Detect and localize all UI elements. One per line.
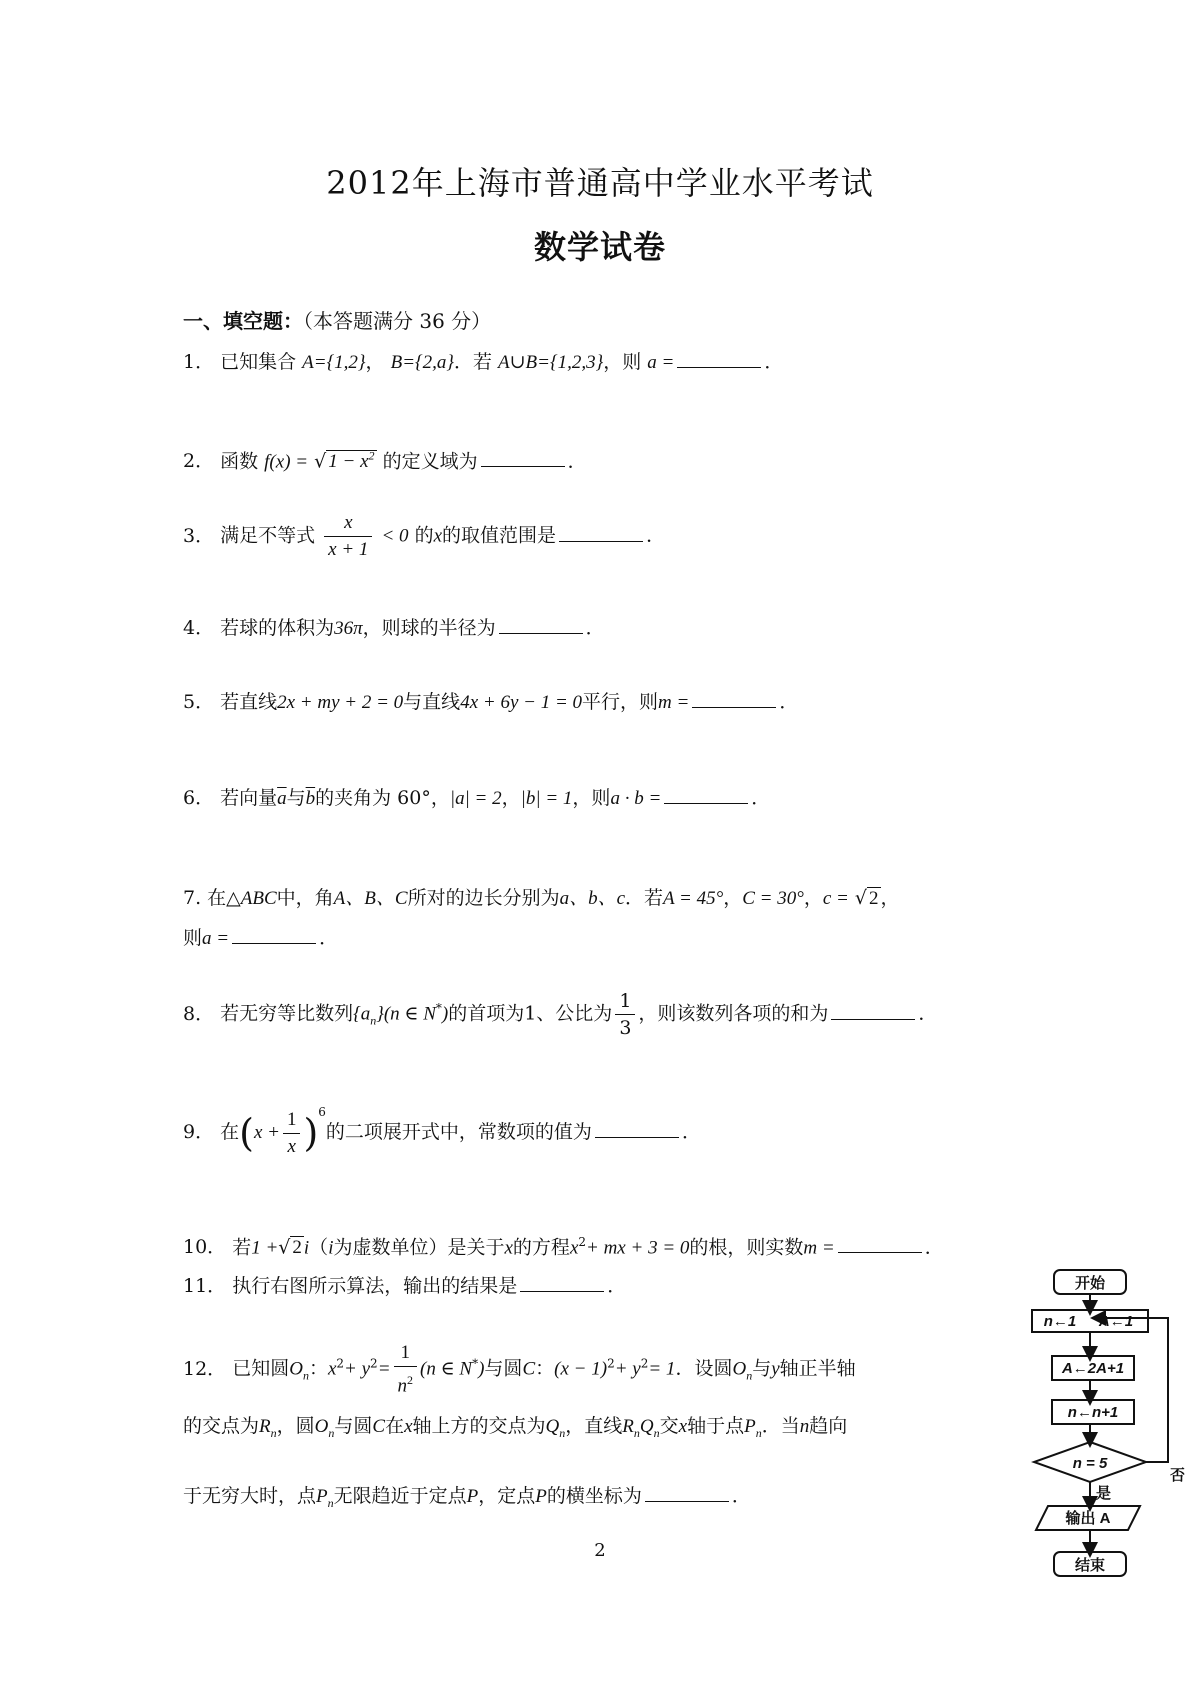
flow-output-text: 输出 A: [1065, 1510, 1111, 1527]
answer-blank[interactable]: [645, 1483, 729, 1502]
question-6: 6． 若向量$\overline{a}$与$\overline{b}$的夹角为 60°，|a| = 2，|b| = 1，则a · b = ．: [183, 787, 771, 809]
answer-blank[interactable]: [838, 1234, 922, 1253]
fraction: $\frac{1}{x}$: [283, 1107, 301, 1160]
answer-blank[interactable]: [499, 615, 583, 634]
answer-blank[interactable]: [559, 523, 643, 542]
page-number: 2: [594, 1540, 606, 1561]
question-11: 11． 执行右图所示算法，输出的结果是 ．: [183, 1275, 627, 1297]
flow-step-n-text: n←n+1: [1067, 1404, 1119, 1421]
section-heading: [183, 305, 491, 334]
answer-blank[interactable]: [831, 1001, 915, 1020]
question-12-line-2: 的交点为$R_n$，圆$O_n$与圆C在x轴上方的交点为$Q_n$，直线$R_nQ_n$交x轴于点$P_n$．当n趋向: [183, 1415, 848, 1440]
fraction: $\frac{1}{3}$: [615, 988, 635, 1041]
answer-blank[interactable]: [481, 448, 565, 467]
question-9: 9． 在(x + $\frac{1}{x}$ )$^6$的二项展开式中，常数项的值为 ．: [183, 1098, 701, 1160]
question-4: 4． 若球的体积为36π，则球的半径为 ．: [183, 617, 605, 639]
question-8: 8． 若无穷等比数列$\{a_n\}(n$ ∈ N*)的首项为1、公比为 $\frac{1}{3}$ ，则该数列各项的和为 ．: [183, 990, 938, 1039]
answer-blank[interactable]: [595, 1119, 679, 1138]
question-7: 7. 在△ABC中，角A、B、C所对的边长分别为a、b、c．若A = 45°，C = 30°，c = √ 2 ，: [183, 887, 900, 909]
answer-blank[interactable]: [232, 925, 316, 944]
fraction: $\frac{1}{n^2}$: [394, 1340, 418, 1399]
section-note: （本答题满分 36 分）: [303, 309, 492, 333]
question-10: 10． 若1 +√ 2 i（i为虚数单位）是关于x的方程$x^2+$ mx + 3 = 0的根，则实数m = ．: [183, 1235, 944, 1259]
exam-title: 2012年上海市普通高中学业水平考试: [326, 164, 874, 202]
flow-start-text: 开始: [1074, 1275, 1106, 1292]
fraction: $\frac{x}{x + 1}$: [324, 510, 372, 563]
flow-end-text: 结束: [1074, 1557, 1106, 1574]
question-5: 5． 若直线2x + my + 2 = 0与直线4x + 6y − 1 = 0平行，则m = ．: [183, 691, 799, 713]
answer-blank[interactable]: [520, 1273, 604, 1292]
question-1: 1． 已知集合 A={1,2}， B={2,a}．若 A∪B={1,2,3}，则 a = ．: [183, 351, 784, 373]
question-12-line-3: 于无穷大时，点$P_n$无限趋近于定点P，定点P的横坐标为 ．: [183, 1485, 751, 1510]
answer-blank[interactable]: [664, 785, 748, 804]
flow-no-label: 否: [1170, 1467, 1186, 1484]
question-12: 12． 已知圆$O_n$：$x^2+ y^2=$ $\frac{1}{n^2}$ (n ∈ N*)与圆C：$(x - 1)^2+ y^2= 1$．设圆$O_n$与y轴正半轴: [183, 1340, 856, 1399]
question-3: 3． 满足不等式 $\frac{x}{x + 1}$ < 0 的x的取值范围是 ．: [183, 510, 665, 563]
section-title: 一、填空题：: [183, 309, 303, 333]
question-2: 2． 函数 f(x) = √ $1 - x^2$ 的定义域为 ．: [183, 449, 587, 473]
flow-decision-text: n = 5: [1072, 1455, 1108, 1472]
answer-blank[interactable]: [692, 689, 776, 708]
flow-yes-label: 是: [1096, 1485, 1112, 1502]
question-7-line-2: 则a = ．: [183, 927, 339, 949]
flow-init-n: n←1: [1043, 1313, 1077, 1330]
answer-blank[interactable]: [677, 349, 761, 368]
flow-init-a: A←1: [1098, 1313, 1134, 1330]
flow-step-a-text: A←2A+1: [1061, 1360, 1125, 1377]
exam-subtitle: 数学试卷: [533, 228, 666, 266]
